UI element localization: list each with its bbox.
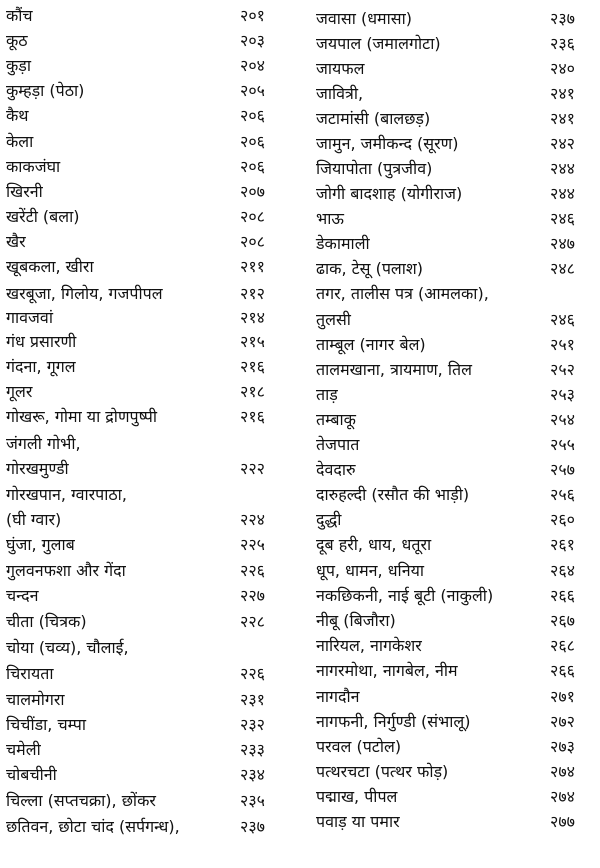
entry-term: कूठ [6, 31, 28, 50]
entry-term: देवदारु [316, 460, 356, 479]
entry-page-number: २६८ [550, 636, 575, 655]
entry-term: दारुहल्दी (रसौत की भाड़ी) [316, 485, 470, 504]
entry-page-number: २१४ [240, 308, 265, 327]
entry-term: चोबचीनी [6, 765, 57, 784]
entry-page-number: २२८ [240, 612, 265, 631]
entry-term: तगर, तालीस पत्र (आमलका), [316, 284, 489, 303]
entry-page-number: २०७ [240, 182, 265, 201]
entry-term: नीबू (बिजौरा) [316, 611, 396, 630]
entry-term: जामुन, जमीकन्द (सूरण) [316, 134, 459, 153]
entry-page-number: २२५ [240, 535, 265, 554]
entry-page-number: २२४ [240, 510, 265, 529]
entry-page-number: २४४ [550, 159, 575, 178]
entry-term: कौंच [6, 6, 33, 25]
entry-term: गोरखमुण्डी [6, 459, 69, 478]
entry-term: घुंजा, गुलाब [6, 535, 75, 554]
entry-page-number: २४० [550, 59, 575, 78]
entry-page-number: २५४ [550, 410, 575, 429]
entry-page-number: २७३ [550, 737, 575, 756]
entry-term: ताड़ [316, 385, 338, 404]
entry-page-number: २१६ [240, 407, 265, 426]
entry-term: चमेली [6, 740, 41, 759]
entry-page-number: २३३ [240, 740, 265, 759]
entry-page-number: २४२ [550, 134, 575, 153]
entry-page-number: २३१ [240, 690, 265, 709]
entry-term: केला [6, 132, 34, 151]
entry-page-number: २५५ [550, 435, 575, 454]
entry-term: चिरायता [6, 664, 54, 683]
entry-page-number: २४७ [550, 234, 575, 253]
entry-term: नागदौन [316, 687, 360, 706]
entry-term: खूबकला, खीरा [6, 257, 94, 276]
entry-term: डेकामाली [316, 234, 370, 253]
entry-page-number: २०६ [240, 157, 265, 176]
entry-page-number: २४४ [550, 184, 575, 203]
entry-term: चीता (चित्रक) [6, 612, 87, 631]
entry-page-number: २०३ [240, 31, 265, 50]
entry-page-number: २५१ [550, 335, 575, 354]
entry-term: परवल (पटोल) [316, 737, 402, 756]
entry-term: धूप, धामन, धनिया [316, 561, 424, 580]
entry-term: कुम्हड़ा (पेठा) [6, 81, 85, 100]
entry-term: चालमोगरा [6, 690, 65, 709]
entry-page-number: २७७ [550, 812, 575, 831]
entry-term: नारियल, नागकेशर [316, 636, 422, 655]
entry-term: ताम्बूल (नागर बेल) [316, 335, 426, 354]
entry-page-number: २६६ [550, 661, 575, 680]
entry-term: जवासा (धमासा) [316, 9, 412, 28]
entry-term: नागरमोथा, नागबेल, नीम [316, 661, 458, 680]
entry-page-number: २५६ [550, 485, 575, 504]
entry-page-number: २१६ [240, 357, 265, 376]
entry-term: नकछिकनी, नाई बूटी (नाकुली) [316, 586, 494, 605]
entry-term: गोखरू, गोमा या द्रोणपुष्पी [6, 407, 157, 426]
entry-page-number: २१५ [240, 332, 265, 351]
entry-page-number: २४६ [550, 209, 575, 228]
entry-term: (घी ग्वार) [6, 510, 62, 529]
entry-page-number: २०६ [240, 106, 265, 125]
entry-page-number: २५३ [550, 385, 575, 404]
entry-term: चिल्ला (सप्तचक्रा), छोंकर [6, 791, 156, 810]
entry-page-number: २२६ [240, 664, 265, 683]
entry-term: खरबूजा, गिलोय, गजपीपल [6, 284, 163, 303]
entry-page-number: २३७ [550, 9, 575, 28]
entry-page-number: २४१ [550, 84, 575, 103]
entry-page-number: २०१ [240, 6, 265, 25]
entry-page-number: २७४ [550, 787, 575, 806]
entry-page-number: २६७ [550, 611, 575, 630]
entry-page-number: २६१ [550, 535, 575, 554]
entry-term: खरेंटी (बला) [6, 207, 80, 226]
entry-term: गुलवनफशा और गेंदा [6, 561, 126, 580]
entry-term: तम्बाकू [316, 410, 356, 429]
entry-page-number: २३५ [240, 791, 265, 810]
entry-page-number: २०५ [240, 81, 265, 100]
entry-term: काकजंघा [6, 157, 61, 176]
entry-page-number: २४१ [550, 109, 575, 128]
entry-term: जंगली गोभी, [6, 434, 81, 453]
entry-page-number: २२६ [240, 561, 265, 580]
entry-page-number: २७२ [550, 712, 575, 731]
entry-term: नागफनी, निर्गुण्डी (संभालू) [316, 712, 471, 731]
entry-term: पद्माख, पीपल [316, 787, 398, 806]
entry-term: तेजपात [316, 435, 360, 454]
entry-term: गंदना, गूगल [6, 357, 76, 376]
entry-term: दूब हरी, धाय, धतूरा [316, 535, 432, 554]
entry-term: पवाड़ या पमार [316, 812, 400, 831]
entry-page-number: २३२ [240, 715, 265, 734]
entry-page-number: २५७ [550, 460, 575, 479]
entry-page-number: २७४ [550, 762, 575, 781]
entry-term: गंध प्रसारणी [6, 332, 77, 351]
entry-page-number: २४६ [550, 310, 575, 329]
entry-page-number: २३४ [240, 765, 265, 784]
entry-term: चन्दन [6, 586, 39, 605]
entry-page-number: २५२ [550, 360, 575, 379]
entry-page-number: २३७ [240, 817, 265, 836]
entry-term: तुलसी [316, 310, 351, 329]
entry-term: गोरखपान, ग्वारपाठा, [6, 485, 127, 504]
entry-page-number: २२२ [240, 459, 265, 478]
entry-page-number: २६० [550, 510, 575, 529]
entry-term: जयपाल (जमालगोटा) [316, 34, 441, 53]
entry-page-number: २०४ [240, 56, 265, 75]
entry-page-number: २२७ [240, 586, 265, 605]
entry-term: पत्थरचटा (पत्थर फोड़) [316, 762, 449, 781]
entry-term: भाऊ [316, 209, 344, 228]
entry-term: खैर [6, 232, 26, 251]
entry-term: गावजवां [6, 308, 53, 327]
entry-page-number: २४८ [550, 259, 575, 278]
entry-term: ढाक, टेसू (पलाश) [316, 259, 424, 278]
entry-page-number: २३६ [550, 34, 575, 53]
entry-term: तालमखाना, त्रायमाण, तिल [316, 360, 472, 379]
entry-page-number: २११ [240, 257, 265, 276]
entry-page-number: २६६ [550, 586, 575, 605]
entry-term: चोया (चव्य), चौलाई, [6, 638, 129, 657]
entry-term: जायफल [316, 59, 365, 78]
entry-term: जटामांसी (बालछड़) [316, 109, 431, 128]
entry-term: चिचींडा, चम्पा [6, 715, 86, 734]
entry-page-number: २६४ [550, 561, 575, 580]
entry-page-number: २१२ [240, 284, 265, 303]
entry-term: छतिवन, छोटा चांद (सर्पगन्ध), [6, 817, 180, 836]
entry-term: कैथ [6, 106, 29, 125]
entry-term: जावित्री, [316, 84, 364, 103]
entry-page-number: २१८ [240, 382, 265, 401]
entry-page-number: २०६ [240, 132, 265, 151]
entry-term: जियापोता (पुत्रजीव) [316, 159, 433, 178]
entry-term: कुड़ा [6, 56, 31, 75]
entry-page-number: २०८ [240, 232, 265, 251]
entry-page-number: २०८ [240, 207, 265, 226]
entry-page-number: २७१ [550, 687, 575, 706]
entry-term: दुद्धी [316, 510, 342, 529]
entry-term: जोगी बादशाह (योगीराज) [316, 184, 463, 203]
entry-term: खिरनी [6, 182, 43, 201]
entry-term: गूलर [6, 382, 33, 401]
